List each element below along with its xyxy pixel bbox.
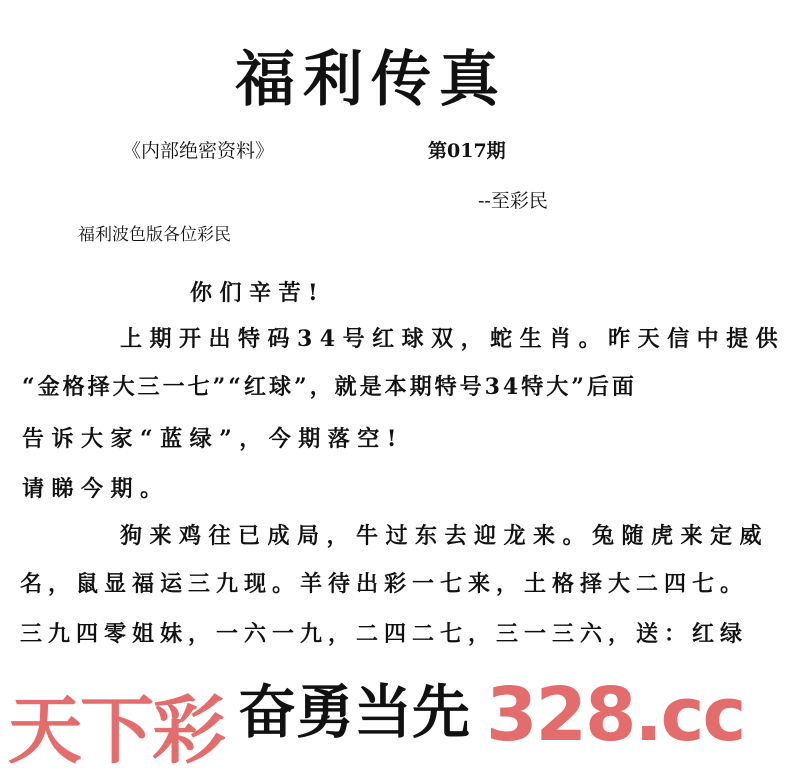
greeting: 你们辛苦!	[190, 280, 326, 306]
closing-motto: 奋勇当先	[238, 678, 471, 746]
issue-number: 第017期	[428, 140, 506, 162]
paragraph-line: 请睇今期。	[22, 476, 170, 502]
document-title: 福利传真	[235, 45, 507, 115]
paragraph-line: 狗来鸡往已成局，牛过东去迎龙来。兔随虎来定威	[120, 523, 770, 549]
paragraph-line: 上期开出特码34号红球双，蛇生肖。昨天信中提供	[120, 326, 785, 352]
paragraph-line: “金格择大三一七”“红球”，就是本期特号34特大”后面	[22, 374, 637, 400]
paragraph-line: 告诉大家“蓝绿”，今期落空!	[22, 426, 404, 452]
recipient-line: --至彩民	[478, 190, 548, 212]
confidential-label: 《内部绝密资料》	[122, 140, 275, 162]
paragraph-line: 三九四零姐妹，一六一九，二四二七，三一三六，送：红绿	[20, 621, 749, 647]
watermark-brand: 天下彩	[8, 688, 224, 774]
paragraph-line: 名，鼠显福运三九现。羊待出彩一七来，土格择大二四七。	[20, 571, 749, 597]
salutation: 福利波色版各位彩民	[78, 225, 231, 245]
watermark-domain: 328.cc	[486, 672, 745, 758]
